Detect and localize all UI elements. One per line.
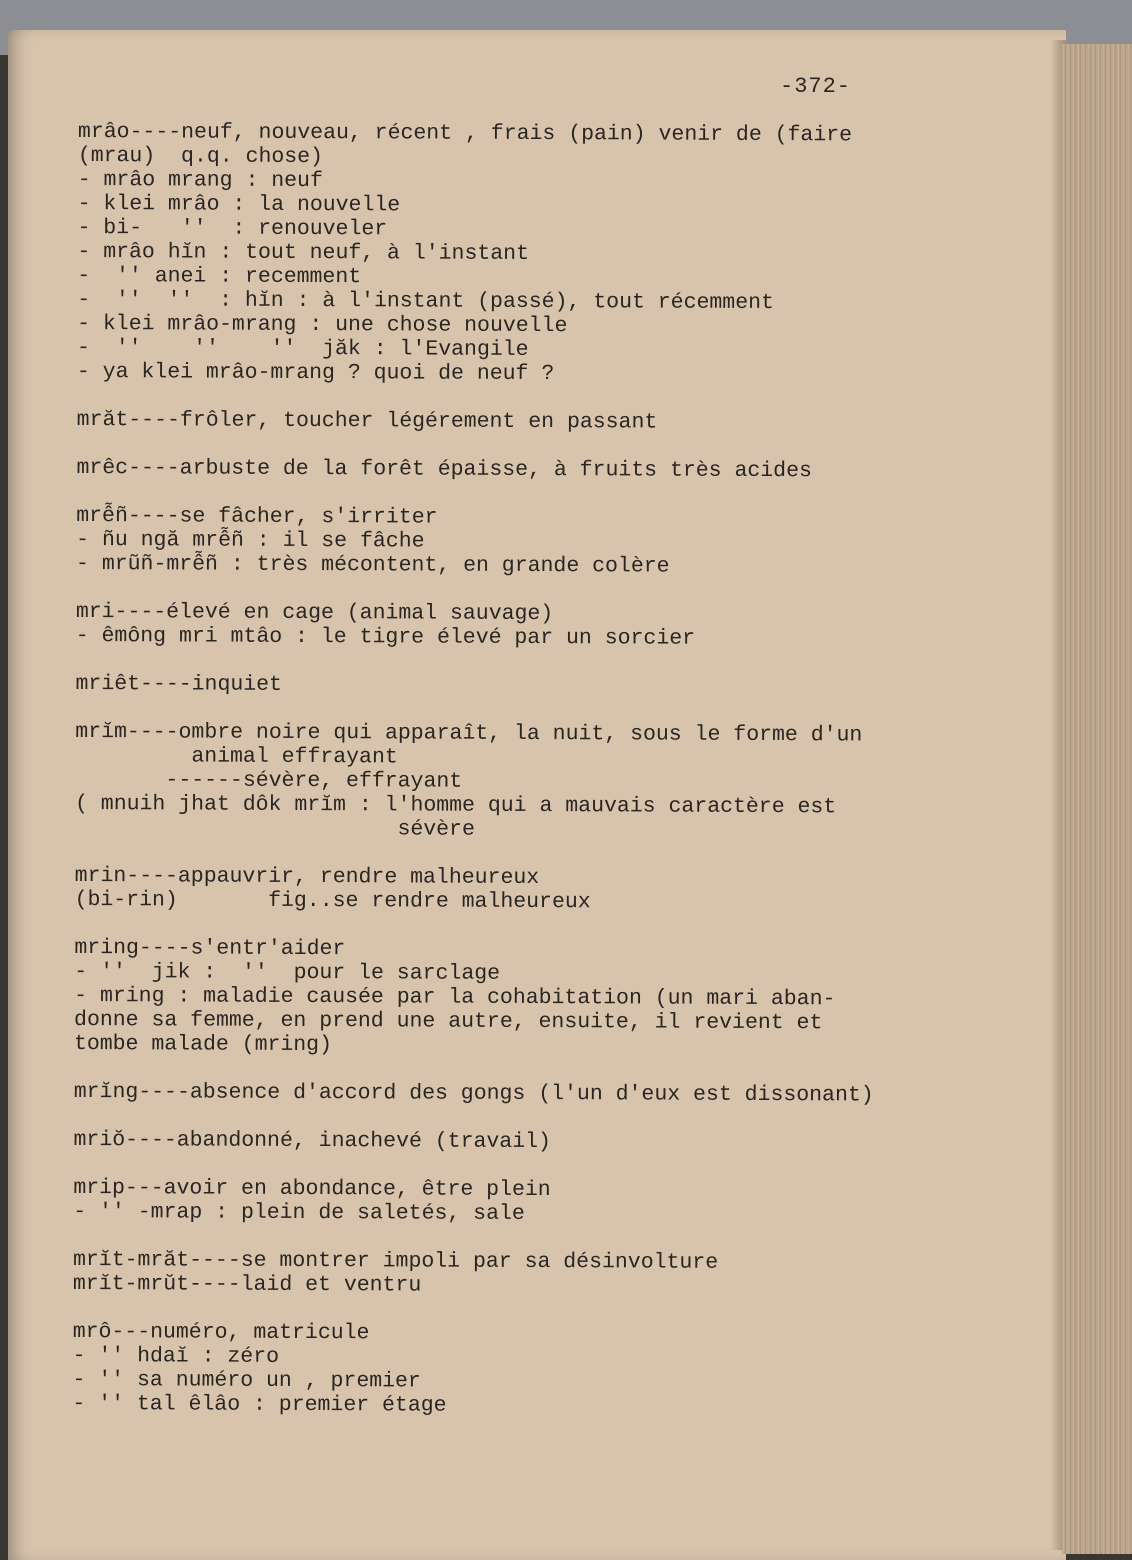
entry-line: tombe malade (mring)	[73, 1031, 333, 1058]
entry-headword-line: mrin----appauvrir, rendre malheureux	[74, 863, 540, 891]
entry-line: - '' sa numéro un , premier	[72, 1367, 421, 1394]
entry-line: - mrâo mrang : neuf	[77, 167, 323, 194]
dictionary-entry	[77, 408, 977, 436]
dictionary-entry	[76, 504, 976, 580]
entry-line: sévère	[74, 815, 475, 842]
entry-headword-line: mrêc----arbuste de la forêt épaisse, à fruits très acides	[76, 455, 812, 484]
entry-line: donne sa femme, en prend une autre, ensuite, il revient et	[74, 1007, 823, 1036]
entry-headword-line: mrễñ----se fâcher, s'irriter	[76, 503, 438, 530]
dictionary-entry	[73, 1128, 973, 1156]
entry-headword-line: mring----s'entr'aider	[74, 935, 346, 962]
entry-line: - bi- '' : renouveler	[77, 215, 388, 242]
dictionary-entry	[75, 672, 975, 700]
entry-line: (bi-rin) fig..se rendre malheureux	[74, 887, 591, 915]
entry-line: (mrau) q.q. chose)	[77, 143, 324, 170]
entry-line: - mrũñ-mrễñ : très mécontent, en grande colère	[76, 551, 670, 579]
entry-line: - '' '' '' jăk : l'Evangile	[76, 335, 529, 362]
dictionary-text	[72, 120, 978, 1420]
entry-headword-line: mrô---numéro, matricule	[72, 1319, 370, 1346]
dictionary-entry	[75, 864, 975, 916]
entry-line: - mrâo hĭn : tout neuf, à l'instant	[77, 239, 530, 266]
entry-line: - klei mrâo-mrang : une chose nouvelle	[77, 311, 568, 339]
entry-line: - '' jik : '' pour le sarclage	[74, 959, 501, 986]
entry-line: - '' tal êlâo : premier étage	[72, 1391, 447, 1418]
entry-headword-line: mrĭng----absence d'accord des gongs (l'un d'eux est dissonant)	[73, 1079, 874, 1108]
entry-line: - '' anei : recemment	[77, 263, 362, 290]
dictionary-entry	[76, 456, 976, 484]
entry-line: animal effrayant	[75, 743, 398, 770]
book-page-edges	[1062, 44, 1132, 1554]
entry-line: - '' '' : hĭn : à l'instant (passé), tout récemment	[77, 287, 774, 316]
entry-headword-line: mrĭt-mrăt----se montrer impoli par sa désinvolture	[72, 1247, 719, 1275]
entry-line: - ya klei mrâo-mrang ? quoi de neuf ?	[76, 359, 555, 387]
entry-headword-line: mriêt----inquiet	[75, 671, 283, 697]
dictionary-entry	[73, 1176, 973, 1228]
entry-line: - ñu ngă mrễñ : il se fâche	[76, 527, 425, 554]
entry-headword-line: mriŏ----abandonné, inachevé (travail)	[73, 1127, 551, 1155]
entry-line: ------sévère, effrayant	[75, 767, 463, 794]
entry-line: - '' -mrap : plein de saletés, sale	[73, 1199, 525, 1226]
entry-headword-line: mrâo----neuf, nouveau, récent , frais (pain) venir de (faire	[77, 120, 853, 148]
entry-headword-line: mrĭm----ombre noire qui apparaît, la nuit, sous le forme d'un	[75, 719, 863, 748]
page-number: -372-	[780, 74, 852, 99]
entry-headword-line: mri----élevé en cage (animal sauvage)	[75, 599, 554, 627]
dictionary-entry	[74, 936, 975, 1060]
dictionary-entry	[75, 720, 976, 844]
dictionary-entry	[77, 120, 978, 388]
dictionary-entry	[76, 600, 976, 652]
dictionary-entry	[72, 1320, 972, 1420]
entry-headword-line: mrip---avoir en abondance, être plein	[73, 1175, 551, 1203]
entry-line: - mring : maladie causée par la cohabitation (un mari aban-	[74, 983, 836, 1012]
entry-line: - klei mrâo : la nouvelle	[77, 191, 401, 218]
dictionary-entry	[73, 1248, 973, 1300]
entry-line: - êmông mri mtâo : le tigre élevé par un sorcier	[75, 623, 696, 651]
entry-line: ( mnuih jhat dôk mrĭm : l'homme qui a mauvais caractère est	[74, 791, 837, 820]
entry-line: - '' hdaĭ : zéro	[72, 1343, 280, 1369]
entry-headword-line: mrăt----frôler, toucher légérement en passant	[76, 407, 658, 435]
dictionary-entry	[74, 1080, 974, 1108]
entry-line: mrĭt-mrŭt----laid et ventru	[72, 1271, 422, 1298]
